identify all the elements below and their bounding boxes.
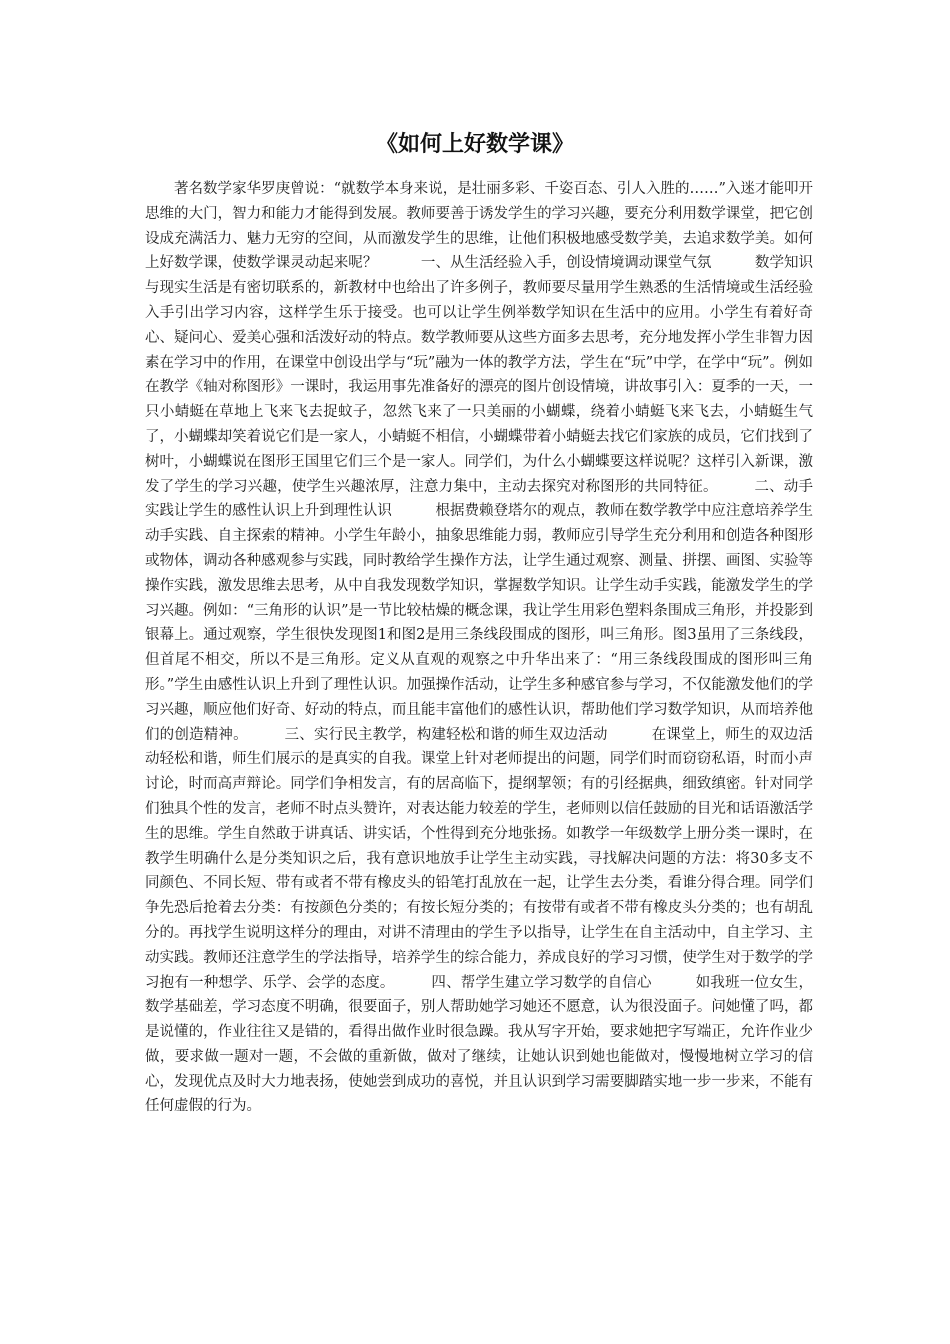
document-title: 《如何上好数学课》: [375, 132, 574, 157]
document-body-text: 著名数学家华罗庚曾说：“就数学本身来说，是壮丽多彩、千姿百态、引人入胜的……”入迷才能叩开思维的大门，智力和能力才能得到发展。教师要善于诱发学生的学习兴趣，要充分利用数学课堂，把它创设成充满活力、魅力无穷的空间，从而激发学生的思维，让他们积极地感受数学美，去追求数学美。如何上好数学课，使数学课灵动起来呢？ 一、从生活经验入手，创设情境调动课堂气氛 数学知识与现实生活是有密切联系的，新教材中也给出了许多例子，教师要尽量用学生熟悉的生活情境或生活经验入手引出学习内容，这样学生乐于接受。也可以让学生例举数学知识在生活中的应用。小学生有着好奇心、疑问心、爱美心强和活泼好动的特点。数学教师要从这些方面多去思考，充分地发挥小学生非智力因素在学习中的作用，在课堂中创设出学与“玩”融为一体的教学方法，学生在“玩”中学，在学中“玩”。例如在教学《轴对称图形》一课时，我运用事先准备好的漂亮的图片创设情境，讲故事引入：夏季的一天，一只小蜻蜓在草地上飞来飞去捉蚊子，忽然飞来了一只美丽的小蝴蝶，绕着小蜻蜓飞来飞去，小蜻蜓生气了，小蝴蝶却笑着说它们是一家人，小蜻蜓不相信，小蝴蝶带着小蜻蜓去找它们家族的成员，它们找到了树叶，小蝴蝶说在图形王国里它们三个是一家人。同学们，为什么小蝴蝶要这样说呢？这样引入新课，激发了学生的学习兴趣，使学生兴趣浓厚，注意力集中，主动去探究对称图形的共同特征。 二、动手实践让学生的感性认识上升到理性认识 根据费赖登塔尔的观点，教师在数学教学中应注意培养学生动手实践、自主探索的精神。小学生年龄小，抽象思维能力弱，教师应引导学生充分利用和创造各种图形或物体，调动各种感观参与实践，同时教给学生操作方法，让学生通过观察、测量、拼摆、画图、实验等操作实践，激发思维去思考，从中自我发现数学知识，掌握数学知识。让学生动手实践，能激发学生的学习兴趣。例如：“三角形的认识”是一节比较枯燥的概念课，我让学生用彩色塑料条围成三角形，并投影到银幕上。通过观察，学生很快发现图1和图2是用三条线段围成的图形，叫三角形。图3虽用了三条线段，但首尾不相交，所以不是三角形。定义从直观的观察之中升华出来了：“用三条线段围成的图形叫三角形。”学生由感性认识上升到了理性认识。加强操作活动，让学生多种感官参与学习，不仅能激发他们的学习兴趣，顺应他们好奇、好动的特点，而且能丰富他们的感性认识，帮助他们学习数学知识，从而培养他们的创造精神。 三、实行民主教学，构建轻松和谐的师生双边活动 在课堂上，师生的双边活动轻松和谐，师生们展示的是真实的自我。课堂上针对老师提出的问题，同学们时而窃窃私语，时而小声讨论，时而高声辩论。同学们争相发言，有的居高临下，提纲挈领；有的引经据典，细致缜密。针对同学们独具个性的发言，老师不时点头赞许，对表达能力较差的学生，老师则以信任鼓励的目光和话语激活学生的思维。学生自然敢于讲真话、讲实话，个性得到充分地张扬。如教学一年级数学上册分类一课时，在教学生明确什么是分类知识之后，我有意识地放手让学生主动实践，寻找解决问题的方法：将30多支不同颜色、不同长短、带有或者不带有橡皮头的铅笔打乱放在一起，让学生去分类，看谁分得合理。同学们争先恐后抢着去分类：有按颜色分类的；有按长短分类的；有按带有或者不带有橡皮头分类的；也有胡乱分的。再找学生说明这样分的理由，对讲不清理由的学生予以指导，让学生在自主活动中，自主学习、主动实践。教师还注意学生的学法指导，培养学生的综合能力，养成良好的学习习惯，使学生对于数学的学习抱有一种想学、乐学、会学的态度。 四、帮学生建立学习数学的自信心 如我班一位女生，数学基础差，学习态度不明确，很要面子，别人帮助她学习她还不愿意，认为很没面子。问她懂了吗，都是说懂的，作业往往又是错的，看得出做作业时很急躁。我从写字开始，要求她把字写端正，允许作业少做，要求做一题对一题，不会做的重新做，做对了继续，让她认识到她也能做对，慢慢地树立学习的信心，发现优点及时大力地表扬，使她尝到成功的喜悦，并且认识到学习需要脚踏实地一步一步来，不能有任何虚假的行为。: [145, 181, 813, 1115]
